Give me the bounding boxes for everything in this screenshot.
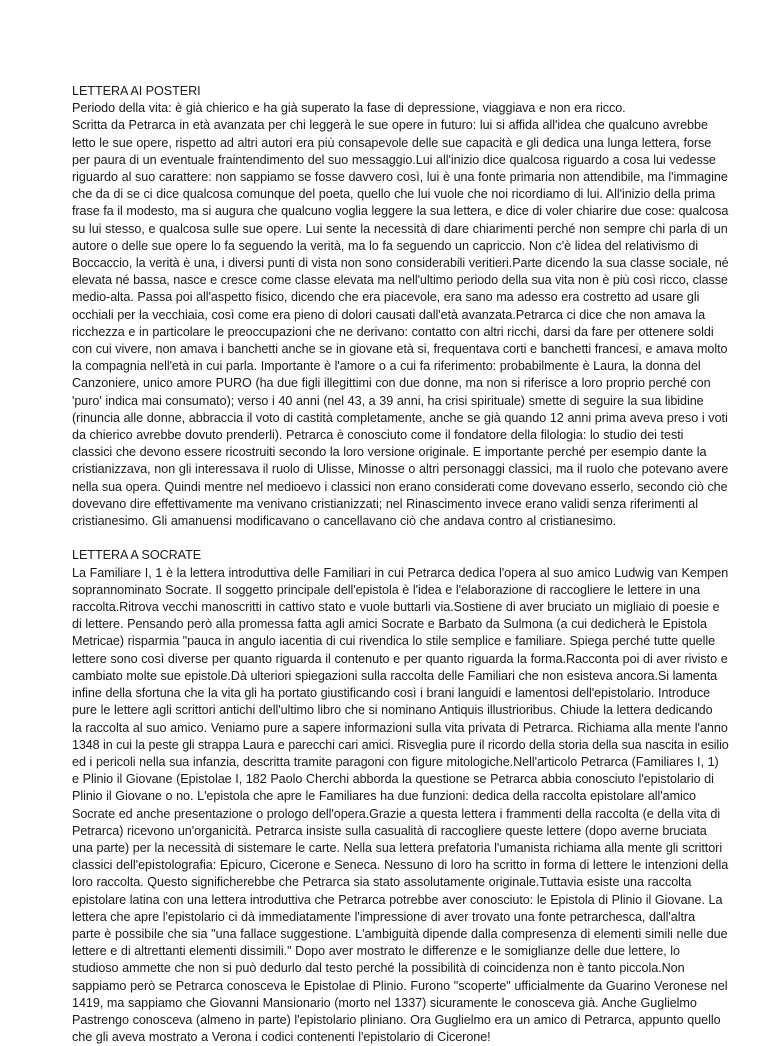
text-line: classici dell'epistolografia: Epicuro, Cicerone e Seneca. Nessuno di loro ha scritto in forma di lettere le intenzioni della bbox=[72, 858, 729, 873]
text-line: una parte) per la necessità di sistemare le carte. Nella sua lettera prefatoria l'umanista richiama alla mente gli scrittori bbox=[72, 840, 723, 855]
text-line: Pastrengo conosceva (almeno in parte) l'epistolario pliniano. Ora Guglielmo era un amico di Petrarca, appunto quello bbox=[72, 1012, 721, 1027]
text-line: cristianizzava, non gli interessava il ruolo di Ulisse, Minosse o altri personaggi classici, ma il ruolo che potevano avere bbox=[72, 462, 729, 477]
text-line: cristianesimo. Gli amanuensi modificavano o cancellavano ciò che andava contro al cristianesimo. bbox=[72, 514, 617, 529]
text-line: loro raccolta. Questo significherebbe che Petrarca sia stato assolutamente originale.Tuttavia esiste una raccolta bbox=[72, 875, 692, 890]
section-title: LETTERA A SOCRATE bbox=[72, 548, 202, 563]
text-line: lettera che apre l'epistolario ci dà immediatamente l'impressione di aver trovato una fonte petrarchesca, dall'altra bbox=[72, 909, 696, 924]
text-line: Canzoniere, unico amore PURO (ha due figli illegittimi con due donne, ma non si riferisce a loro proprio perché con bbox=[72, 376, 711, 391]
text-line: classici che devono essere ricostruiti secondo la loro versione originale. E importante perché per esempio dante la bbox=[72, 445, 707, 460]
text-line: cambiato molte sue epistole.Dà ulteriori spiegazioni sulla raccolta delle Familiari che non esisteva ancora.Si lamenta bbox=[72, 668, 718, 683]
text-line: raccolta.Ritrova vecchi manoscritti in cattivo stato e vuole buttarli via.Sostiene di aver bruciato un migliaio di poesie e bbox=[72, 600, 720, 615]
section-body bbox=[72, 100, 729, 530]
text-line: sappiamo però se Petrarca conosceva le Epistolae di Plinio. Furono "scoperte" ufficialmente da Guarino Veronese nel bbox=[72, 978, 728, 993]
text-line: che da di se ci dice qualcosa comunque del poeta, quello che lui vuole che noi ricordiamo di lui. All'inizio della prima bbox=[72, 187, 716, 202]
text-line: ed i pericoli nella sua infanzia, descritta tramite paragoni con figure mitologiche.Nell'articolo Petrarca (Familiares I, 1) bbox=[72, 754, 719, 769]
text-line: parte è possibile che sia "una fallace suggestione. L'ambiguità dipende dalla compresenza di elementi simili nelle due bbox=[72, 926, 728, 941]
text-line: dovevano dire effettivamente ma venivano cristianizzati; nel Rinascimento invece erano validi senza riferimenti al bbox=[72, 496, 698, 511]
text-line: Socrate ed anche presentazione o prologo dell'opera.Grazie a questa lettera i frammenti della raccolta (e della vita di bbox=[72, 806, 721, 821]
document-page bbox=[72, 83, 729, 1046]
section-lettera-a-socrate bbox=[72, 547, 729, 1046]
text-line: (rinuncia alle donne, abbraccia il voto di castità completamente, anche se già quando 12 anni prima aveva preso i voti bbox=[72, 410, 728, 425]
text-line: studioso ammette che non si può dedurlo dal testo perché la possibilità di coincidenza non è tanto piccola.Non bbox=[72, 961, 685, 976]
text-line: con cui vivere, non amava i banchetti anche se in giovane età si, frequentava corti e banchetti francesi, e amava molto bbox=[72, 342, 728, 357]
text-line: frase fa il modesto, ma si augura che qualcuno voglia leggere la sua lettera, e dice di voler chiarire due cose: qualcosa bbox=[72, 204, 729, 219]
section-title: LETTERA AI POSTERI bbox=[72, 84, 201, 98]
text-line: pure le lettere agli scrittori antichi dell'ultimo libro che si nominano Antiquis illustrioribus. Chiude la lettera dedicando bbox=[72, 703, 713, 718]
text-line: Scritta da Petrarca in età avanzata per chi leggerà le sue opere in futuro: lui si affida all'idea che qualcuno avrebbe bbox=[72, 118, 708, 133]
text-line: lettere sono così diverse per quanto riguarda il contenuto e per quanto riguarda la forma.Racconta poi di aver rivisto e bbox=[72, 651, 728, 666]
text-line: soprannominato Socrate. Il soggetto principale dell'epistola è l'idea e l'elaborazione di raccogliere le lettere in una bbox=[72, 582, 701, 597]
text-line: letto le sue opere, rispetto ad altri autori era più consapevole delle sue capacità e gli dedica una lunga lettera, forse bbox=[72, 135, 712, 150]
text-line: elevata né bassa, nasce e cresce come classe elevata ma nell'ultimo periodo della sua vita non è più così ricco, classe bbox=[72, 273, 728, 288]
section-lettera-ai-posteri bbox=[72, 83, 729, 530]
text-line: Metricae) risparmia "pauca in angulo iacentia di cui rivendica lo stile semplice e familiare. Spiega perché tutte quelle bbox=[72, 634, 716, 649]
text-line: autore o delle sue opere lo fa seguendo la verità, ma lo fa seguendo un capriccio. Non c'è lidea del relativismo di bbox=[72, 238, 699, 253]
text-line: di lettere. Pensando però alla promessa fatta agli amici Socrate e Barbato da Sulmona (a cui dedicherà le Epistola bbox=[72, 617, 707, 632]
text-line: che gli aveva mostrato a Verona i codici contenenti l'epistolario di Cicerone! bbox=[72, 1030, 491, 1045]
text-line: per paura di un eventuale fraintendimento del suo messaggio.Lui all'inizio dice qualcosa riguardo a cosa lui vedesse bbox=[72, 152, 716, 167]
text-line: Plinio il Giovane o no. L'epistola che apre le Familiares ha due funzioni: dedica della raccolta epistolare all'amico bbox=[72, 789, 697, 804]
text-line: la compagnia nell'età in cui parla. Importante è l'amore o a cui fa riferimento: probabilmente è Laura, la donna del bbox=[72, 359, 701, 374]
text-line: Petrarca) ricevono un'organicità. Petrarca insiste sulla casualità di raccogliere queste lettere (dopo averne bruciata bbox=[72, 823, 707, 838]
text-line: medio-alta. Passa poi all'aspetto fisico, dicendo che era piacevole, era sano ma adesso era costretto ad usare gli bbox=[72, 290, 700, 305]
text-line: riguardo al suo carattere: non sappiamo se fosse davvero così, lui è una fonte primaria non attendibile, ma l'immagine bbox=[72, 170, 728, 185]
section-body bbox=[72, 565, 729, 1046]
text-line: su lui stesso, e qualcosa sulle sue opere. Lui sente la necessità di dare chiarimenti perché non sempre chi parla di un bbox=[72, 221, 728, 236]
text-line: 1348 in cui la peste gli strappa Laura e parecchi cari amici. Risveglia pure il ricordo della storia della sua nascita in esilio bbox=[72, 737, 729, 752]
text-line: infine della sfortuna che la vita gli ha portato giustificando così i brani languidi e lamentosi dell'epistolario. Introduce bbox=[72, 686, 711, 701]
text-line: epistolare latina con una lettera introduttiva che Petrarca potrebbe aver conosciuto: le Epistola di Plinio il Giovane. La bbox=[72, 892, 723, 907]
text-line: occhiali per la vecchiaia, così come era pieno di dolori causati dall'età avanzata.Petrarca ci dice che non amava la bbox=[72, 307, 706, 322]
text-line: Periodo della vita: è già chierico e ha già superato la fase di depressione, viaggiava e non era ricco. bbox=[72, 101, 626, 116]
text-line: ricchezza e in particolare le preoccupazioni che ne derivano: contatto con altri ricchi, darsi da fare per ottenere soldi bbox=[72, 324, 714, 339]
text-line: nella sua opera. Quindi mentre nel medioevo i classici non erano considerati come dovevano esserlo, secondo ciò che bbox=[72, 479, 728, 494]
text-line: da chierico avrebbe dovuto prenderli). Petrarca è conosciuto come il fondatore della filologia: lo studio dei testi bbox=[72, 428, 684, 443]
text-line: La Familiare I, 1 è la lettera introduttiva delle Familiari in cui Petrarca dedica l'opera al suo amico Ludwig van Kempen bbox=[72, 565, 729, 580]
text-line: 'puro' indica mai consumato); verso i 40 anni (nel 43, a 39 anni, ha crisi spirituale) smette di seguire la sua libidine bbox=[72, 393, 704, 408]
section-gap bbox=[72, 530, 722, 547]
text-line: e Plinio il Giovane (Epistolae I, 182 Paolo Cherchi abborda la questione se Petrarca abbia conosciuto l'epistolario di bbox=[72, 772, 714, 787]
text-line: Boccaccio, la verità è una, i diversi punti di vista non sono considerabili veritieri.Parte dicendo la sua classe sociale, né bbox=[72, 256, 729, 271]
text-line: la raccolta al suo amico. Veniamo pure a sapere informazioni sulla vita privata di Petrarca. Richiama alla mente l'anno bbox=[72, 720, 728, 735]
text-line: 1419, ma sappiamo che Giovanni Mansionario (morto nel 1337) sicuramente le conosceva già. Anche Guglielmo bbox=[72, 995, 697, 1010]
text-line: lettere e di altrettanti elementi dissimili." Dopo aver mostrato le differenze e le somiglianze delle due lettere, lo bbox=[72, 944, 680, 959]
